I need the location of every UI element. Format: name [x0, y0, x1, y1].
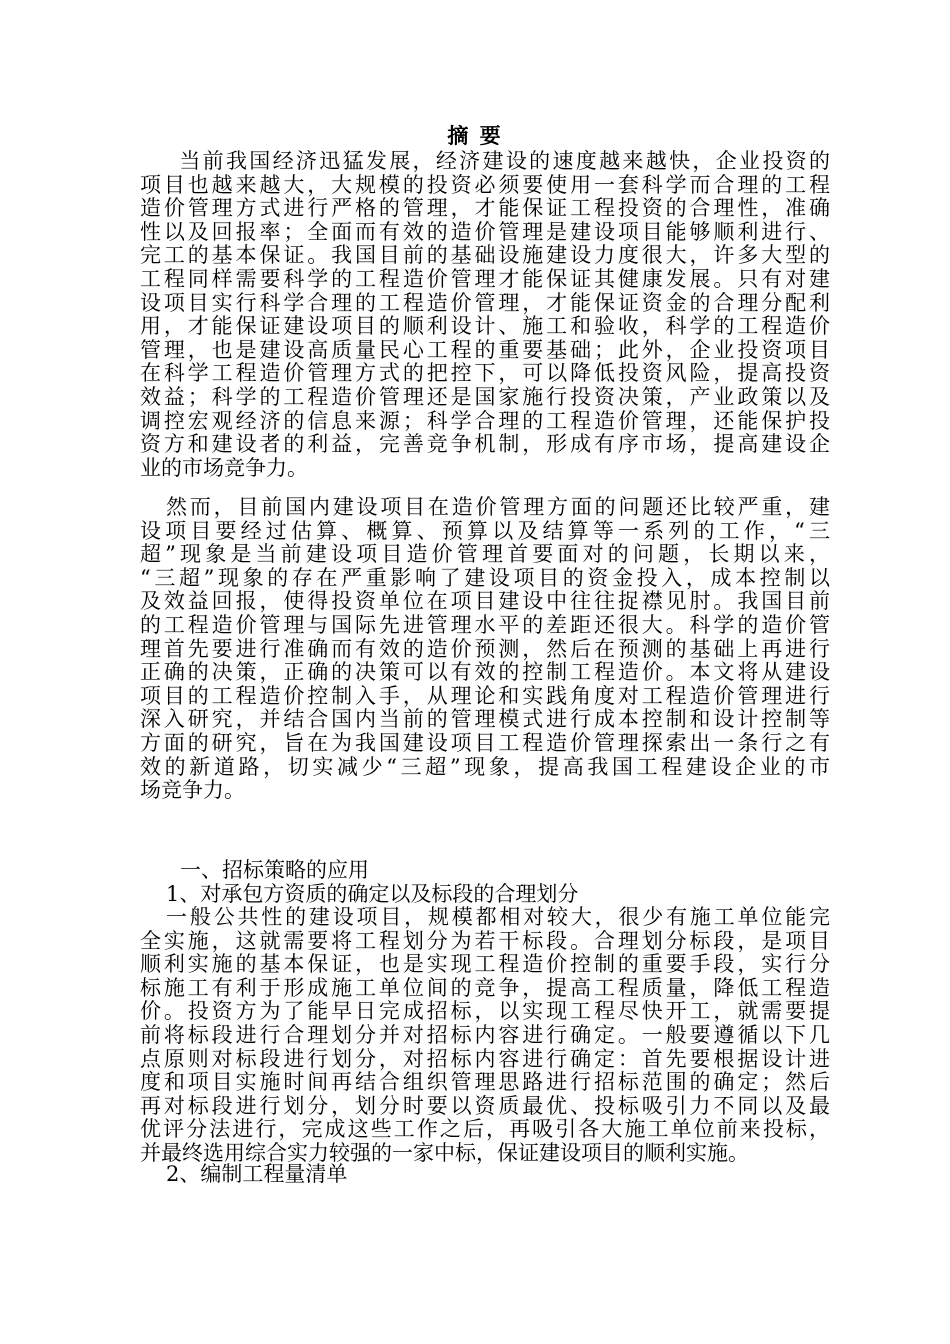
section-heading: 一、招标策略的应用 [180, 858, 369, 882]
subsection-heading-2: 2、编制工程量清单 [166, 1162, 348, 1186]
text-line: 超”现象是当前建设项目造价管理首要面对的问题，长期以来， [140, 542, 830, 567]
abstract-paragraph-2 [140, 496, 830, 803]
text-line: 度和项目实施时间再结合组织管理思路进行招标范围的确定；然后 [140, 1070, 830, 1095]
text-line: 资方和建设者的利益，完善竞争机制，形成有序市场，提高建设企 [140, 432, 830, 457]
abstract-paragraph-1 [140, 150, 830, 480]
text-line: 效益；科学的工程造价管理还是国家施行投资决策，产业政策以及 [140, 384, 830, 409]
text-line: 价。投资方为了能早日完成招标，以实现工程尽快开工，就需要提 [140, 999, 830, 1024]
text-line: 及效益回报，使得投资单位在项目建设中往往捉襟见肘。我国目前 [140, 589, 830, 614]
text-line: 然而，目前国内建设项目在造价管理方面的问题还比较严重，建 [166, 495, 830, 519]
text-line: 的工程造价管理与国际先进管理水平的差距还很大。科学的造价管 [140, 612, 830, 637]
text-line: 项目的工程造价控制入手，从理论和实践角度对工程造价管理进行 [140, 683, 830, 708]
text-line: 方面的研究，旨在为我国建设项目工程造价管理探索出一条行之有 [140, 730, 830, 755]
abstract-title: 摘 要 [447, 123, 503, 148]
text-line: 理首先要进行准确而有效的造价预测，然后在预测的基础上再进行 [140, 636, 830, 661]
text-line: 在科学工程造价管理方式的把控下，可以降低投资风险，提高投资 [140, 361, 830, 386]
text-line: 点原则对标段进行划分，对招标内容进行确定：首先要根据设计进 [140, 1046, 830, 1071]
text-line: 设项目要经过估算、概算、预算以及结算等一系列的工作，“三 [140, 518, 830, 543]
text-line: 工程同样需要科学的工程造价管理才能保证其健康发展。只有对建 [140, 266, 830, 291]
text-line: 完工的基本保证。我国目前的基础设施建设力度很大，许多大型的 [140, 243, 830, 268]
text-line: 业的市场竞争力。 [140, 455, 308, 480]
text-line: 并最终选用综合实力较强的一家中标，保证建设项目的顺利实施。 [140, 1140, 749, 1165]
text-line: 造价管理方式进行严格的管理，才能保证工程投资的合理性，准确 [140, 196, 830, 221]
text-line: 调控宏观经济的信息来源；科学合理的工程造价管理，还能保护投 [140, 408, 830, 433]
text-line: 全实施，这就需要将工程划分为若干标段。合理划分标段，是项目 [140, 928, 830, 953]
text-line: 效的新道路，切实减少“三超”现象，提高我国工程建设企业的市 [140, 754, 830, 779]
text-line: 正确的决策，正确的决策可以有效的控制工程造价。本文将从建设 [140, 660, 830, 685]
subsection-heading-1: 1、对承包方资质的确定以及标段的合理划分 [166, 882, 579, 906]
text-line: 管理，也是建设高质量民心工程的重要基础；此外，企业投资项目 [140, 337, 830, 362]
text-line: 深入研究，并结合国内当前的管理模式进行成本控制和设计控制等 [140, 707, 830, 732]
text-line: 用，才能保证建设项目的顺利设计、施工和验收，科学的工程造价 [140, 314, 830, 339]
text-line: 设项目实行科学合理的工程造价管理，才能保证资金的合理分配利 [140, 290, 830, 315]
text-line: 优评分法进行，完成这些工作之后，再吸引各大施工单位前来投标， [140, 1117, 830, 1142]
text-line: 当前我国经济迅猛发展，经济建设的速度越来越快，企业投资的 [156, 149, 830, 173]
text-line: 再对标段进行划分，划分时要以资质最优、投标吸引力不同以及最 [140, 1093, 830, 1118]
text-line: 前将标段进行合理划分并对招标内容进行确定。一般要遵循以下几 [140, 1022, 830, 1047]
text-line: 项目也越来越大，大规模的投资必须要使用一套科学而合理的工程 [140, 172, 830, 197]
text-line: 一般公共性的建设项目，规模都相对较大，很少有施工单位能完 [166, 905, 830, 929]
text-line: 顺利实施的基本保证，也是实现工程造价控制的重要手段，实行分 [140, 952, 830, 977]
section-body-paragraph [140, 906, 830, 1166]
text-line: 性以及回报率；全面而有效的造价管理是建设项目能够顺利进行、 [140, 219, 830, 244]
text-line: 标施工有利于形成施工单位间的竞争，提高工程质量，降低工程造 [140, 975, 830, 1000]
text-line: “三超”现象的存在严重影响了建设项目的资金投入，成本控制以 [140, 565, 830, 590]
text-line: 场竞争力。 [140, 778, 245, 803]
